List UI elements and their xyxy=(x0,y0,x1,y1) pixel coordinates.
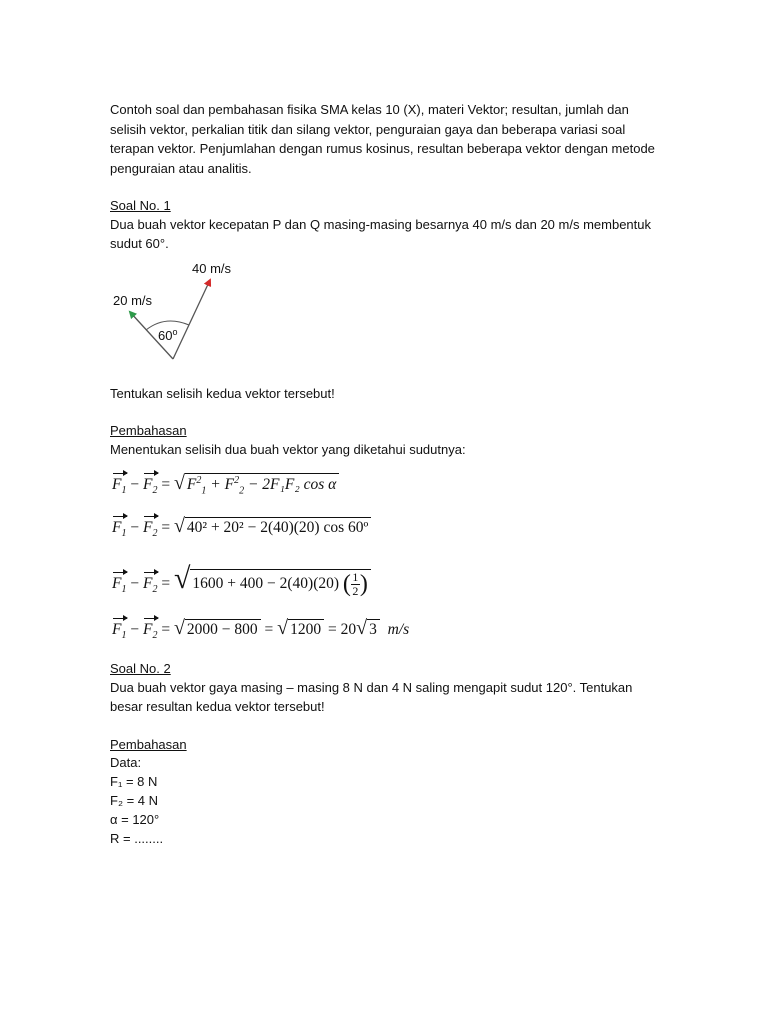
intro-line-2: selisih vektor, perkalian titik dan silang vektor, penguraian gaya dan beberapa variasi soal xyxy=(110,122,626,137)
intro-line-1: Contoh soal dan pembahasan fisika SMA kelas 10 (X), materi Vektor; resultan, jumlah dan xyxy=(110,102,629,117)
data-item-f2: F₂ = 4 N xyxy=(110,793,159,808)
equation-3: $F_1 - F_2$ = √ 1600 + 400 − 2(40)(20) ( $\frac{1}{2}$ ) xyxy=(112,562,371,598)
equation-2: $F_1 - F_2$ = √ 40² + 20² − 2(40)(20) cos 60º xyxy=(112,515,371,539)
intro-line-3: terapan vektor. Penjumlahan dengan rumus kosinus, resultan beberapa vektor dengan metode xyxy=(110,141,655,156)
vec-f2: $F_2$ xyxy=(142,476,158,497)
soal-1-line-1: Dua buah vektor kecepatan P dan Q masing-masing besarnya 40 m/s dan 20 m/s membentuk xyxy=(110,217,651,232)
equation-1: $F_1 - F_2$ = √ $F^2_1 + F^2_2 - 2F_1F_2$ cos α xyxy=(112,472,339,496)
label-40ms: 40 m/s xyxy=(192,261,232,276)
data-label: Data: xyxy=(110,755,142,770)
label-20ms: 20 m/s xyxy=(113,293,153,308)
soal-2-heading: Soal No. 2 xyxy=(110,661,171,676)
equation-4: $F_1 - F_2$ = √ 2000 − 800 = √ 1200 = 20√ 3 m/s xyxy=(112,617,410,642)
data-item-f1: F₁ = 8 N xyxy=(110,774,158,789)
radicand-1: $F^2_1 + F^2_2 - 2F_1F_2$ cos α xyxy=(185,473,339,496)
pembahasan-1-intro: Menentukan selisih dua buah vektor yang diketahui sudutnya: xyxy=(110,442,466,457)
radicand-3: 1600 + 400 − 2(40)(20) ( $\frac{1}{2}$ ) xyxy=(190,569,371,598)
unit-ms: m/s xyxy=(387,621,410,638)
vec-f1: $F_1$ xyxy=(112,476,127,497)
radicand-2: 40² + 20² − 2(40)(20) cos 60º xyxy=(185,517,371,537)
vector-diagram xyxy=(110,255,250,365)
fraction-half: $\frac{1}{2}$ xyxy=(352,569,359,598)
soal-2-line-2: besar resultan kedua vektor tersebut! xyxy=(110,699,325,714)
intro-line-4: penguraian atau analitis. xyxy=(110,161,252,176)
soal-1-line-2: sudut 60°. xyxy=(110,236,169,251)
angle-label: 60$^o$ xyxy=(158,327,178,343)
vector-p-arrow xyxy=(173,280,210,359)
soal-1-question: Tentukan selisih kedua vektor tersebut! xyxy=(110,386,335,401)
data-item-alpha: α = 120° xyxy=(110,812,160,827)
data-item-r: R = ........ xyxy=(110,831,164,846)
sqrt-symbol: √ xyxy=(173,472,185,494)
angle-degree-mark: o xyxy=(172,327,178,337)
soal-2-line-1: Dua buah vektor gaya masing – masing 8 N dan 4 N saling mengapit sudut 120°. Tentukan xyxy=(110,680,633,695)
pembahasan-2-heading: Pembahasan xyxy=(110,737,187,752)
soal-1-heading: Soal No. 1 xyxy=(110,198,171,213)
pembahasan-1-heading: Pembahasan xyxy=(110,423,187,438)
